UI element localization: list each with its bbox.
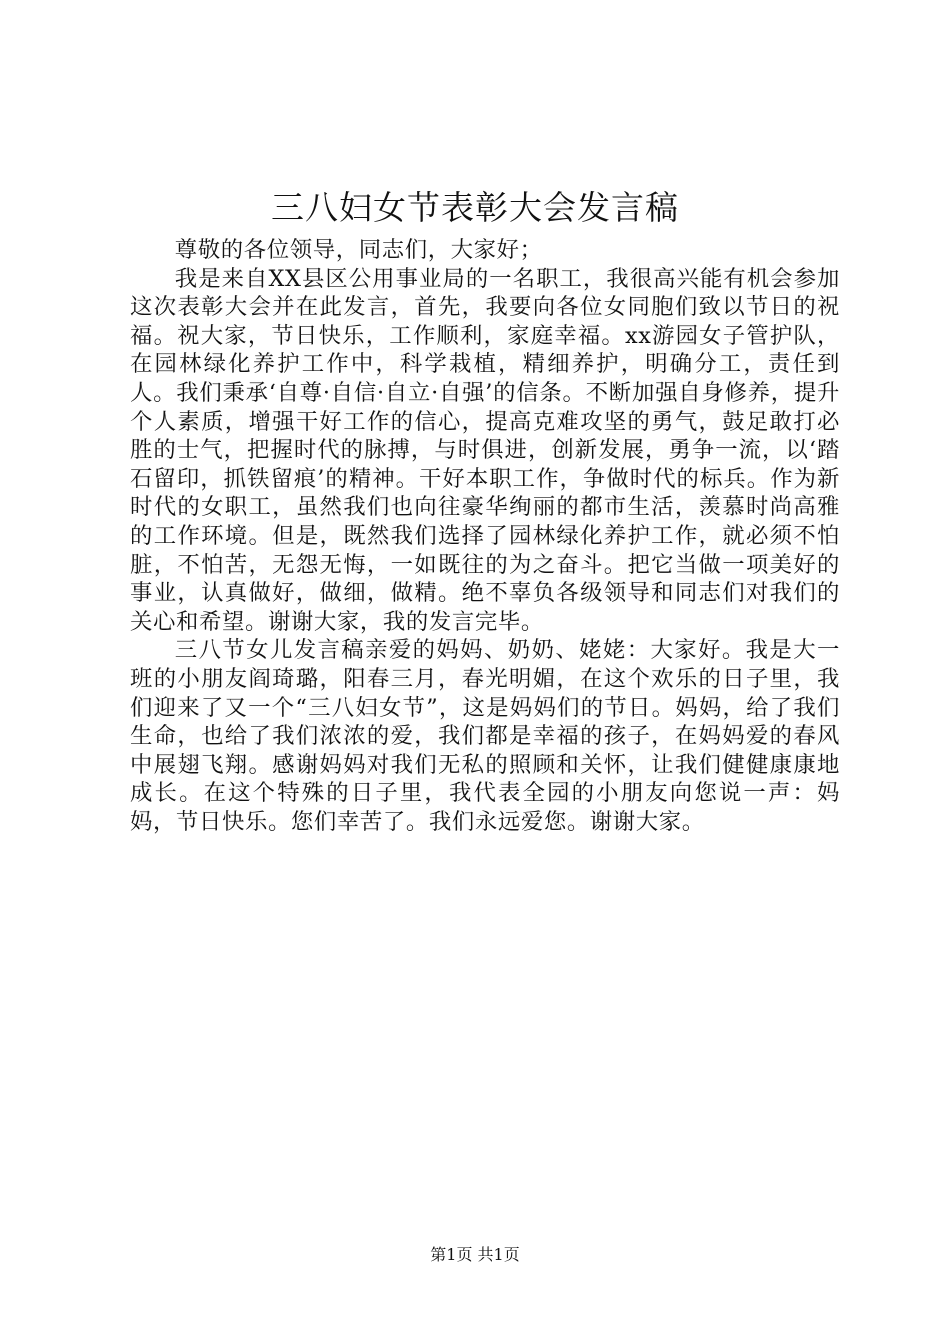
paragraph-greeting: 尊敬的各位领导，同志们，大家好； — [174, 237, 543, 263]
page-footer: 第1页 共1页 — [430, 1245, 520, 1264]
document-body — [130, 236, 840, 836]
paragraph-speech: 我是来自XX县区公用事业局的一名职工，我很高兴能有机会参加这次表彰大会并在此发言，首先，我要向各位女同胞们致以节日的祝福。祝大家，节日快乐，工作顺利，家庭幸福。xx游园女子管护队，在园林绿化养护工作中，科学栽植，精细养护，明确分工，责任到人。我们秉承‘自尊·自信·自立·自强’的信条。不断加强自身修养，提升个人素质，增强干好工作的信心，提高克难攻坚的勇气，鼓足敢打必胜的士气，把握时代的脉搏，与时俱进，创新发展，勇争一流，以‘踏石留印，抓铁留痕’的精神。干好本职工作，争做时代的标兵。作为新时代的女职工，虽然我们也向往豪华绚丽的都市生活，羡慕时尚高雅的工作环境。但是，既然我们选择了园林绿化养护工作，就必须不怕脏，不怕苦，无怨无悔，一如既往的为之奋斗。把它当做一项美好的事业，认真做好，做细，做精。绝不辜负各级领导和同志们对我们的关心和希望。谢谢大家，我的发言完毕。 — [130, 265, 840, 635]
document-title: 三八妇女节表彰大会发言稿 — [271, 188, 679, 227]
paragraph-daughter-speech: 三八节女儿发言稿亲爱的妈妈、奶奶、姥姥：大家好。我是大一班的小朋友阎琦璐，阳春三月，春光明媚，在这个欢乐的日子里，我们迎来了又一个“三八妇女节”，这是妈妈们的节日。妈妈，给了我们生命，也给了我们浓浓的爱，我们都是幸福的孩子，在妈妈爱的春风中展翅飞翔。感谢妈妈对我们无私的照顾和关怀，让我们健健康康地成长。在这个特殊的日子里，我代表全园的小朋友向您说一声：妈妈，节日快乐。您们幸苦了。我们永远爱您。谢谢大家。 — [130, 637, 840, 835]
